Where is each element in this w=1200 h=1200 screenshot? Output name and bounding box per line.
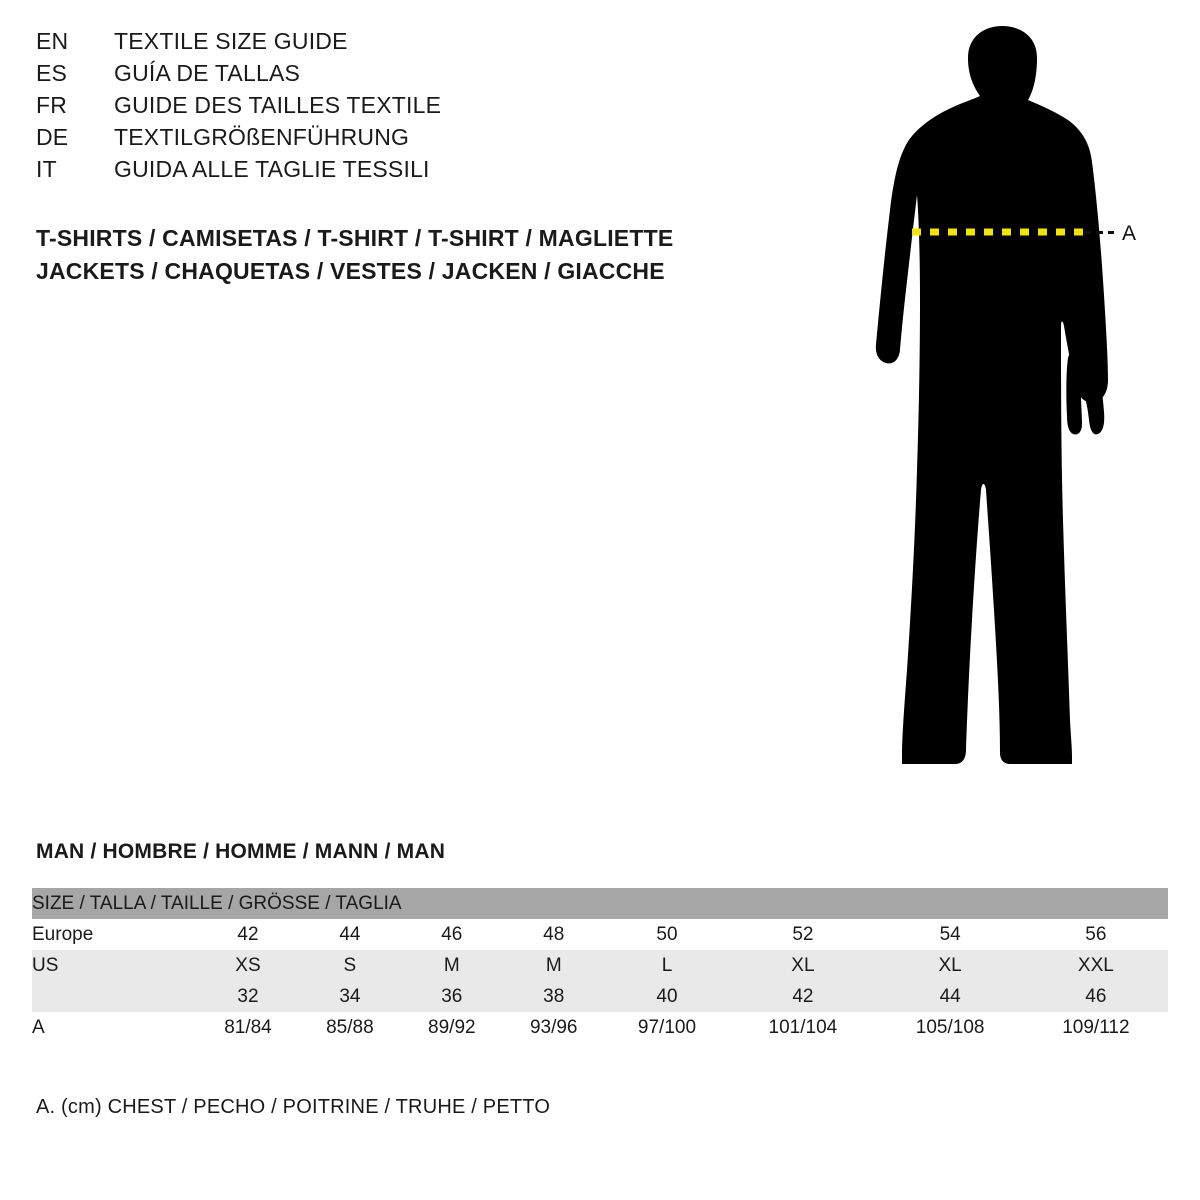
cell: M xyxy=(503,950,605,981)
cell: 42 xyxy=(197,919,299,950)
table-row xyxy=(32,950,1168,981)
cell: 52 xyxy=(729,919,876,950)
measure-leader-line xyxy=(1084,231,1114,234)
language-code: FR xyxy=(36,92,68,118)
cell: 34 xyxy=(299,981,401,1012)
cell: XL xyxy=(877,950,1024,981)
cell: 46 xyxy=(401,919,503,950)
language-row-de xyxy=(36,124,796,156)
row-label: Europe xyxy=(32,919,197,950)
language-text: TEXTILGRÖßENFÜHRUNG xyxy=(114,124,410,150)
category-list xyxy=(36,222,936,288)
cell: 81/84 xyxy=(197,1012,299,1043)
language-text: GUIDE DES TAILLES TEXTILE xyxy=(114,92,442,118)
language-row-fr xyxy=(36,92,796,124)
cell: M xyxy=(401,950,503,981)
row-label: A xyxy=(32,1012,197,1043)
cell: 54 xyxy=(877,919,1024,950)
language-text: TEXTILE SIZE GUIDE xyxy=(114,28,348,54)
cell: 32 xyxy=(197,981,299,1012)
table-header-label: SIZE / TALLA / TAILLE / GRÖSSE / TAGLIA xyxy=(32,888,1168,919)
cell: 85/88 xyxy=(299,1012,401,1043)
table-row xyxy=(32,1012,1168,1043)
size-table xyxy=(32,888,1168,1043)
table-row xyxy=(32,919,1168,950)
cell: 101/104 xyxy=(729,1012,876,1043)
language-text: GUÍA DE TALLAS xyxy=(114,60,301,86)
cell: 46 xyxy=(1024,981,1168,1012)
cell: 56 xyxy=(1024,919,1168,950)
cell: 38 xyxy=(503,981,605,1012)
language-row-en xyxy=(36,28,796,60)
language-row-es xyxy=(36,60,796,92)
language-text: GUIDA ALLE TAGLIE TESSILI xyxy=(114,156,430,182)
row-label xyxy=(32,981,197,1012)
language-code: ES xyxy=(36,60,68,86)
man-silhouette-figure xyxy=(820,20,1180,780)
cell: 93/96 xyxy=(503,1012,605,1043)
cell: 40 xyxy=(605,981,730,1012)
row-label: US xyxy=(32,950,197,981)
language-list xyxy=(36,28,796,188)
cell: 44 xyxy=(299,919,401,950)
cell: 42 xyxy=(729,981,876,1012)
measure-label-a: A xyxy=(1122,222,1137,245)
language-row-it xyxy=(36,156,796,188)
cell: 105/108 xyxy=(877,1012,1024,1043)
category-jackets: JACKETS / CHAQUETAS / VESTES / JACKEN / GIACCHE xyxy=(36,258,665,284)
cell: 50 xyxy=(605,919,730,950)
cell: 36 xyxy=(401,981,503,1012)
table-section-title: MAN / HOMBRE / HOMME / MANN / MAN xyxy=(36,840,446,863)
cell: 48 xyxy=(503,919,605,950)
cell: XS xyxy=(197,950,299,981)
cell: 44 xyxy=(877,981,1024,1012)
language-code: IT xyxy=(36,156,57,182)
cell: XL xyxy=(729,950,876,981)
table-header-row xyxy=(32,888,1168,919)
silhouette-icon xyxy=(820,20,1180,780)
table-row xyxy=(32,981,1168,1012)
cell: 89/92 xyxy=(401,1012,503,1043)
category-tshirts: T-SHIRTS / CAMISETAS / T-SHIRT / T-SHIRT / MAGLIETTE xyxy=(36,225,674,251)
language-code: EN xyxy=(36,28,69,54)
cell: 109/112 xyxy=(1024,1012,1168,1043)
cell: S xyxy=(299,950,401,981)
cell: XXL xyxy=(1024,950,1168,981)
table-footnote: A. (cm) CHEST / PECHO / POITRINE / TRUHE / PETTO xyxy=(36,1096,551,1118)
cell: L xyxy=(605,950,730,981)
language-code: DE xyxy=(36,124,69,150)
cell: 97/100 xyxy=(605,1012,730,1043)
